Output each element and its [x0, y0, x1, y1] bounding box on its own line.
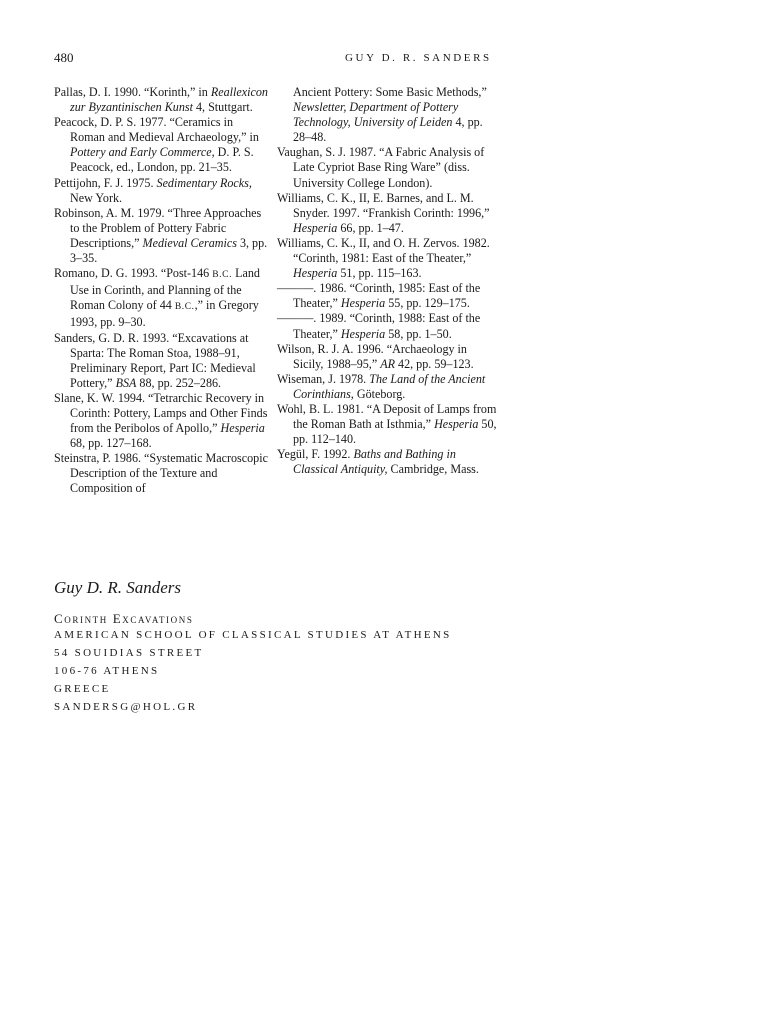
reference-text: Hesperia [293, 266, 338, 281]
reference-text: 51, pp. 115–163. [337, 266, 422, 281]
reference-text: Wilson, R. J. A. 1996. “Archaeology in Sicily, 1988–95,” [277, 341, 467, 371]
reference-text: B.C. [174, 302, 195, 313]
reference-text: Hesperia [293, 220, 338, 235]
reference-text: Peacock, D. P. S. 1977. “Ceramics in Roman and Medieval Archaeology,” in [54, 115, 259, 145]
reference-text: Wiseman, J. 1978. [277, 371, 370, 386]
reference-text: Land Use in Corinth, and Planning of the Roman Colony of 44 [70, 266, 260, 313]
reference-text: Hesperia [434, 417, 479, 432]
reference-text: Ancient Pottery: Some Basic Methods,” [293, 85, 487, 99]
reference-text: 42, pp. 59–123. [395, 356, 474, 371]
affiliation-line: 106-76 ATHENS [54, 665, 160, 677]
affiliation-line: GREECE [54, 683, 111, 695]
reference-entry [54, 85, 270, 115]
reference-text: Baths and Bathing in Classical Antiquity, [293, 447, 456, 477]
reference-text: Sedimentary Rocks, [156, 175, 252, 190]
reference-text: 88, pp. 252–286. [136, 375, 222, 390]
reference-text: Williams, C. K., II, E. Barnes, and L. M. Snyder. 1997. “Frankish Corinth: 1996,” [277, 190, 490, 220]
affiliation-line: Corinth Excavations [54, 611, 194, 626]
author-name: Guy D. R. Sanders [54, 578, 182, 597]
reference-text: AR [380, 356, 396, 371]
email-address: SANDERSG@HOL.GR [54, 701, 198, 713]
reference-text: ,” in Gregory 1993, pp. 9–30. [70, 298, 259, 330]
reference-entry [277, 191, 497, 236]
reference-entry [277, 236, 497, 281]
reference-entry [277, 447, 497, 477]
reference-entry [54, 206, 270, 266]
reference-entry [54, 266, 270, 330]
affiliation-line: AMERICAN SCHOOL OF CLASSICAL STUDIES AT ATHENS [54, 629, 452, 641]
reference-text: Reallexicon zur Byzantinischen Kunst [70, 85, 268, 115]
reference-text: Wohl, B. L. 1981. “A Deposit of Lamps from the Roman Bath at Isthmia,” [277, 401, 497, 432]
page-number: 480 [54, 50, 74, 65]
reference-entry [54, 331, 270, 391]
reference-text: Medieval Ceramics [142, 235, 237, 250]
reference-text: Williams, C. K., II, and O. H. Zervos. 1982. “Corinth, 1981: East of the Theater,” [277, 235, 490, 266]
reference-text: Slane, K. W. 1994. “Tetrarchic Recovery in Corinth: Pottery, Lamps and Other Finds from the Peribolos of Apollo,” [54, 390, 268, 436]
reference-text: New York. [70, 190, 123, 205]
running-head: GUY D. R. SANDERS [345, 52, 492, 64]
reference-text: ———. 1986. “Corinth, 1985: East of the Theater,” [277, 281, 481, 311]
reference-text: Pallas, D. I. 1990. “Korinth,” in [54, 85, 211, 99]
reference-text: Hesperia [340, 296, 386, 311]
reference-entry [277, 145, 497, 190]
reference-entry [54, 176, 270, 206]
reference-text: 50, pp. 112–140. [293, 417, 497, 447]
reference-entry [54, 391, 270, 451]
reference-entry [277, 281, 497, 311]
reference-entry [277, 85, 497, 145]
reference-text: Hesperia [340, 326, 386, 341]
reference-text: Pottery and Early Commerce, [70, 145, 215, 160]
reference-text: 68, pp. 127–168. [70, 436, 152, 451]
reference-text: 4, Stuttgart. [192, 100, 253, 115]
reference-text: 55, pp. 129–175. [385, 296, 470, 311]
reference-text: The Land of the Ancient Corinthians, [293, 371, 486, 401]
reference-text: Romano, D. G. 1993. “Post-146 [54, 266, 213, 281]
reference-text: ———. 1989. “Corinth, 1988: East of the Theater,” [277, 311, 481, 341]
reference-entry [277, 372, 497, 402]
reference-text: Yegül, F. 1992. [277, 447, 354, 462]
reference-entry [54, 115, 270, 175]
reference-text: 66, pp. 1–47. [337, 220, 404, 235]
reference-text: Göteborg. [353, 386, 406, 401]
reference-text: Robinson, A. M. 1979. “Three Approaches to the Problem of Pottery Fabric Descriptions,” [54, 205, 262, 250]
reference-text: 3, pp. 3–35. [70, 235, 268, 266]
references-right-column [277, 85, 497, 477]
reference-text: Steinstra, P. 1986. “Systematic Macroscopic Description of the Texture and Composition of [54, 451, 268, 496]
references-left-column [54, 85, 270, 497]
reference-text: Vaughan, S. J. 1987. “A Fabric Analysis of Late Cypriot Base Ring Ware” (diss. University College London). [277, 145, 485, 190]
reference-entry [277, 342, 497, 372]
reference-text: Cambridge, Mass. [387, 462, 479, 477]
reference-text: B.C. [212, 270, 233, 281]
reference-entry [54, 451, 270, 496]
reference-text: 58, pp. 1–50. [385, 326, 452, 341]
reference-text: Hesperia [220, 421, 265, 436]
reference-entry [277, 311, 497, 341]
reference-text: 4, pp. 28–48. [293, 115, 483, 145]
reference-text: Newsletter, Department of Pottery Technology, University of Leiden [293, 100, 459, 130]
reference-text: Pettijohn, F. J. 1975. [54, 175, 157, 190]
reference-text: Sanders, G. D. R. 1993. “Excavations at Sparta: The Roman Stoa, 1988–91, Preliminary Report, Part IC: Medieval Pottery,” [54, 330, 256, 390]
affiliation-line: 54 SOUIDIAS STREET [54, 647, 204, 659]
reference-entry [277, 402, 497, 447]
reference-text: BSA [115, 375, 137, 390]
reference-text: D. P. S. Peacock, ed., London, pp. 21–35. [70, 145, 254, 175]
